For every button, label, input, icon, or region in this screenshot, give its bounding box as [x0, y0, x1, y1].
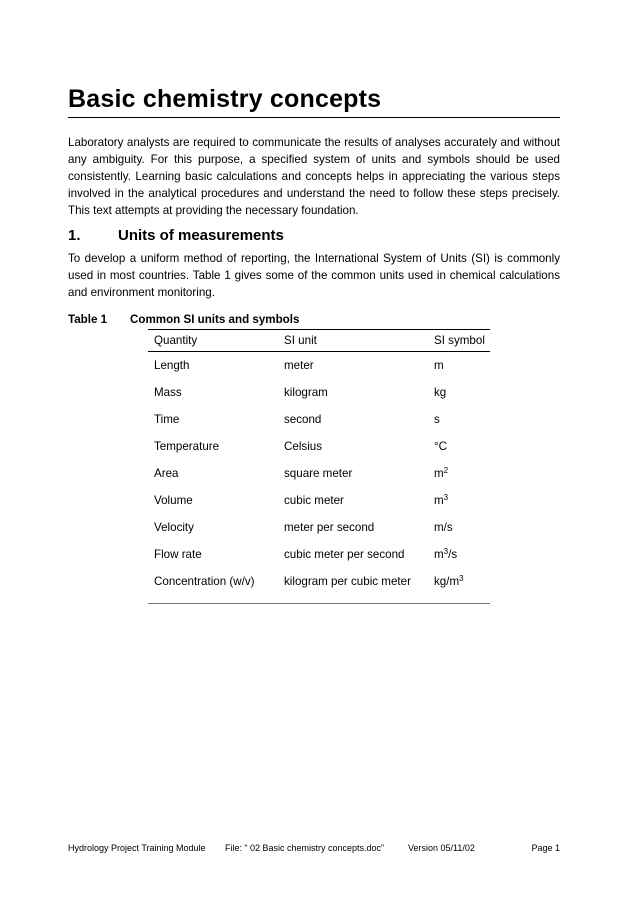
symbol-text: m	[434, 467, 444, 480]
symbol-exponent: 3	[459, 574, 464, 583]
intro-paragraph: Laboratory analysts are required to communicate the results of analyses accurately and without any ambiguity. For this purpose, a specified system of units and symbols should be used consistently. Learning basic calculations and concepts helps in appreciating the various steps involved in the analytical procedures and understand the need to follow these steps precisely. This text attempts at providing the necessary foundation.	[68, 136, 560, 217]
symbol-text: m	[434, 548, 444, 561]
cell-si-symbol	[428, 541, 490, 568]
table-row	[148, 406, 490, 433]
cell-si-unit: kilogram per cubic meter	[278, 568, 428, 604]
cell-si-unit: Celsius	[284, 440, 323, 453]
cell-si-unit: second	[284, 413, 322, 426]
cell-quantity: Temperature	[154, 440, 220, 453]
table-row	[148, 352, 490, 380]
cell-si-symbol	[428, 352, 490, 380]
table-label: Table 1	[68, 313, 108, 326]
footer-file: File: “ 02 Basic chemistry concepts.doc”	[225, 843, 385, 853]
section-number: 1.	[68, 227, 81, 244]
header-si-symbol: SI symbol	[428, 330, 490, 352]
cell-si-symbol	[428, 487, 490, 514]
footer-page: Page 1	[531, 843, 560, 853]
symbol-exponent: 3	[443, 547, 449, 556]
document-title: Basic chemistry concepts	[68, 84, 560, 118]
cell-quantity: Velocity	[154, 521, 194, 534]
section-title: Units of measurements	[118, 227, 284, 244]
symbol-text: °C	[434, 440, 448, 453]
cell-si-symbol	[428, 514, 490, 541]
header-si-unit: SI unit	[278, 330, 428, 352]
cell-si-symbol	[428, 406, 490, 433]
cell-si-unit: cubic meter	[284, 494, 344, 507]
cell-si-unit: meter	[284, 359, 314, 372]
table-row	[148, 433, 490, 460]
table-row	[148, 487, 490, 514]
table-caption	[68, 312, 299, 328]
table-row	[148, 568, 490, 604]
cell-si-symbol	[428, 379, 490, 406]
cell-quantity: Time	[154, 413, 180, 426]
symbol-text: m	[434, 494, 444, 507]
cell-quantity: Mass	[154, 386, 182, 399]
symbol-suffix: /s	[448, 548, 458, 561]
section-paragraph: To develop a uniform method of reporting, the International System of Units (SI) is commonly used in most countries. Table 1 gives some of the common units used in chemical calculations and environment monitoring.	[68, 252, 560, 299]
cell-si-symbol	[428, 460, 490, 487]
cell-si-symbol	[428, 568, 490, 604]
cell-si-symbol	[428, 433, 490, 460]
symbol-text: m/s	[434, 521, 453, 534]
symbol-text: kg	[434, 386, 447, 399]
cell-si-unit: cubic meter per second	[284, 548, 405, 561]
symbol-text: kg/m	[434, 575, 460, 588]
cell-quantity: Flow rate	[154, 548, 202, 561]
symbol-text: m	[434, 359, 444, 372]
cell-quantity: Length	[154, 359, 190, 372]
cell-si-unit: meter per second	[284, 521, 375, 534]
cell-quantity: Volume	[154, 494, 193, 507]
symbol-text: s	[434, 413, 440, 426]
table-header-row	[148, 330, 490, 352]
symbol-exponent: 3	[443, 493, 449, 502]
table-caption-text: Common SI units and symbols	[130, 313, 300, 326]
symbol-exponent: 2	[443, 466, 449, 475]
table-row	[148, 460, 490, 487]
table-row	[148, 379, 490, 406]
footer-module: Hydrology Project Training Module	[68, 843, 206, 853]
section-heading	[68, 226, 284, 246]
si-units-table	[148, 329, 490, 604]
cell-quantity: Concentration (w/v)	[148, 568, 278, 604]
header-quantity: Quantity	[148, 330, 278, 352]
cell-quantity: Area	[154, 467, 179, 480]
table-row	[148, 514, 490, 541]
table-row	[148, 541, 490, 568]
cell-si-unit: kilogram	[284, 386, 328, 399]
footer-version: Version 05/11/02	[408, 843, 475, 853]
cell-si-unit: square meter	[284, 467, 353, 480]
table-body	[148, 352, 490, 604]
